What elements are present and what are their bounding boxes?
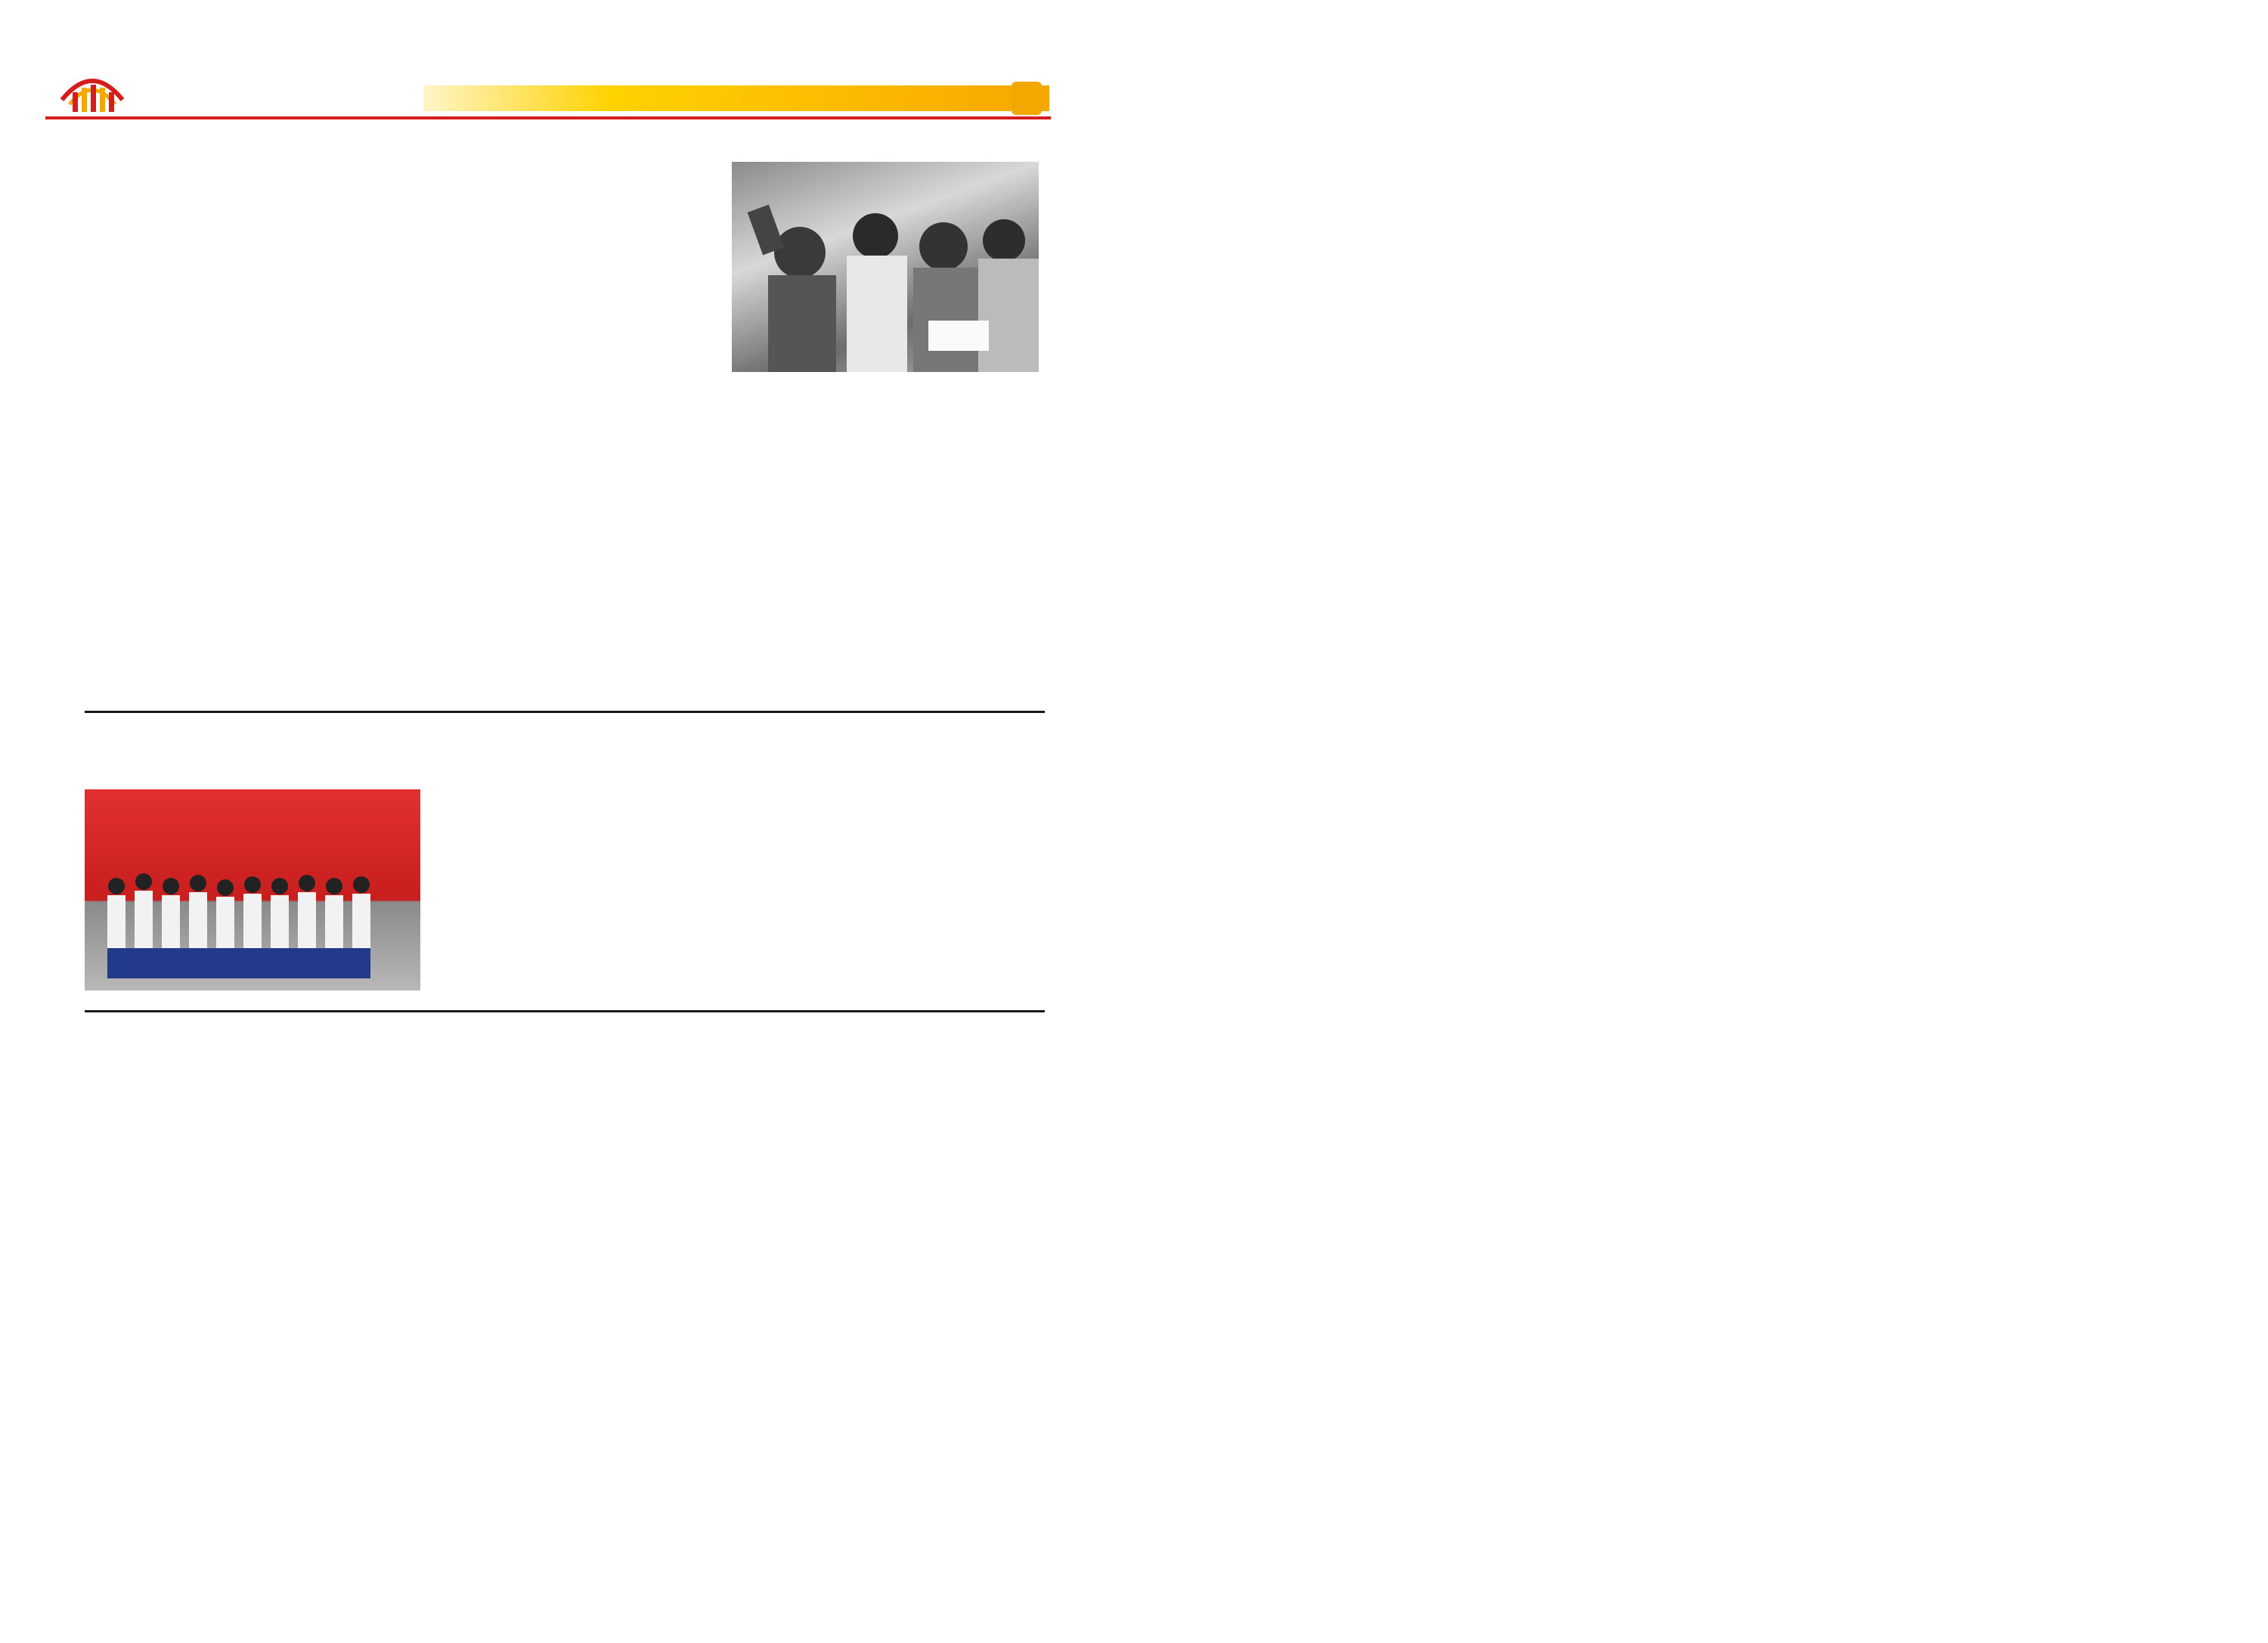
divider-1: [85, 711, 1045, 713]
article1-col1: [89, 260, 295, 709]
divider-2: [85, 1010, 1045, 1012]
article2-col1: [435, 786, 723, 1000]
contest-photo-illustration: [732, 162, 1039, 372]
contest-photo: [732, 162, 1039, 372]
article1-col3: [732, 386, 1039, 711]
article1-col2: [311, 260, 720, 709]
header-band: [423, 85, 1049, 111]
sports-meet-photo: [85, 789, 420, 990]
company-logo-icon: [59, 70, 125, 113]
article3-col: [85, 1028, 387, 1437]
article2-col2: [738, 786, 1040, 1000]
header-rule: [45, 116, 1051, 119]
page-number: [1012, 82, 1042, 115]
team-figures-illustration: [85, 789, 420, 990]
